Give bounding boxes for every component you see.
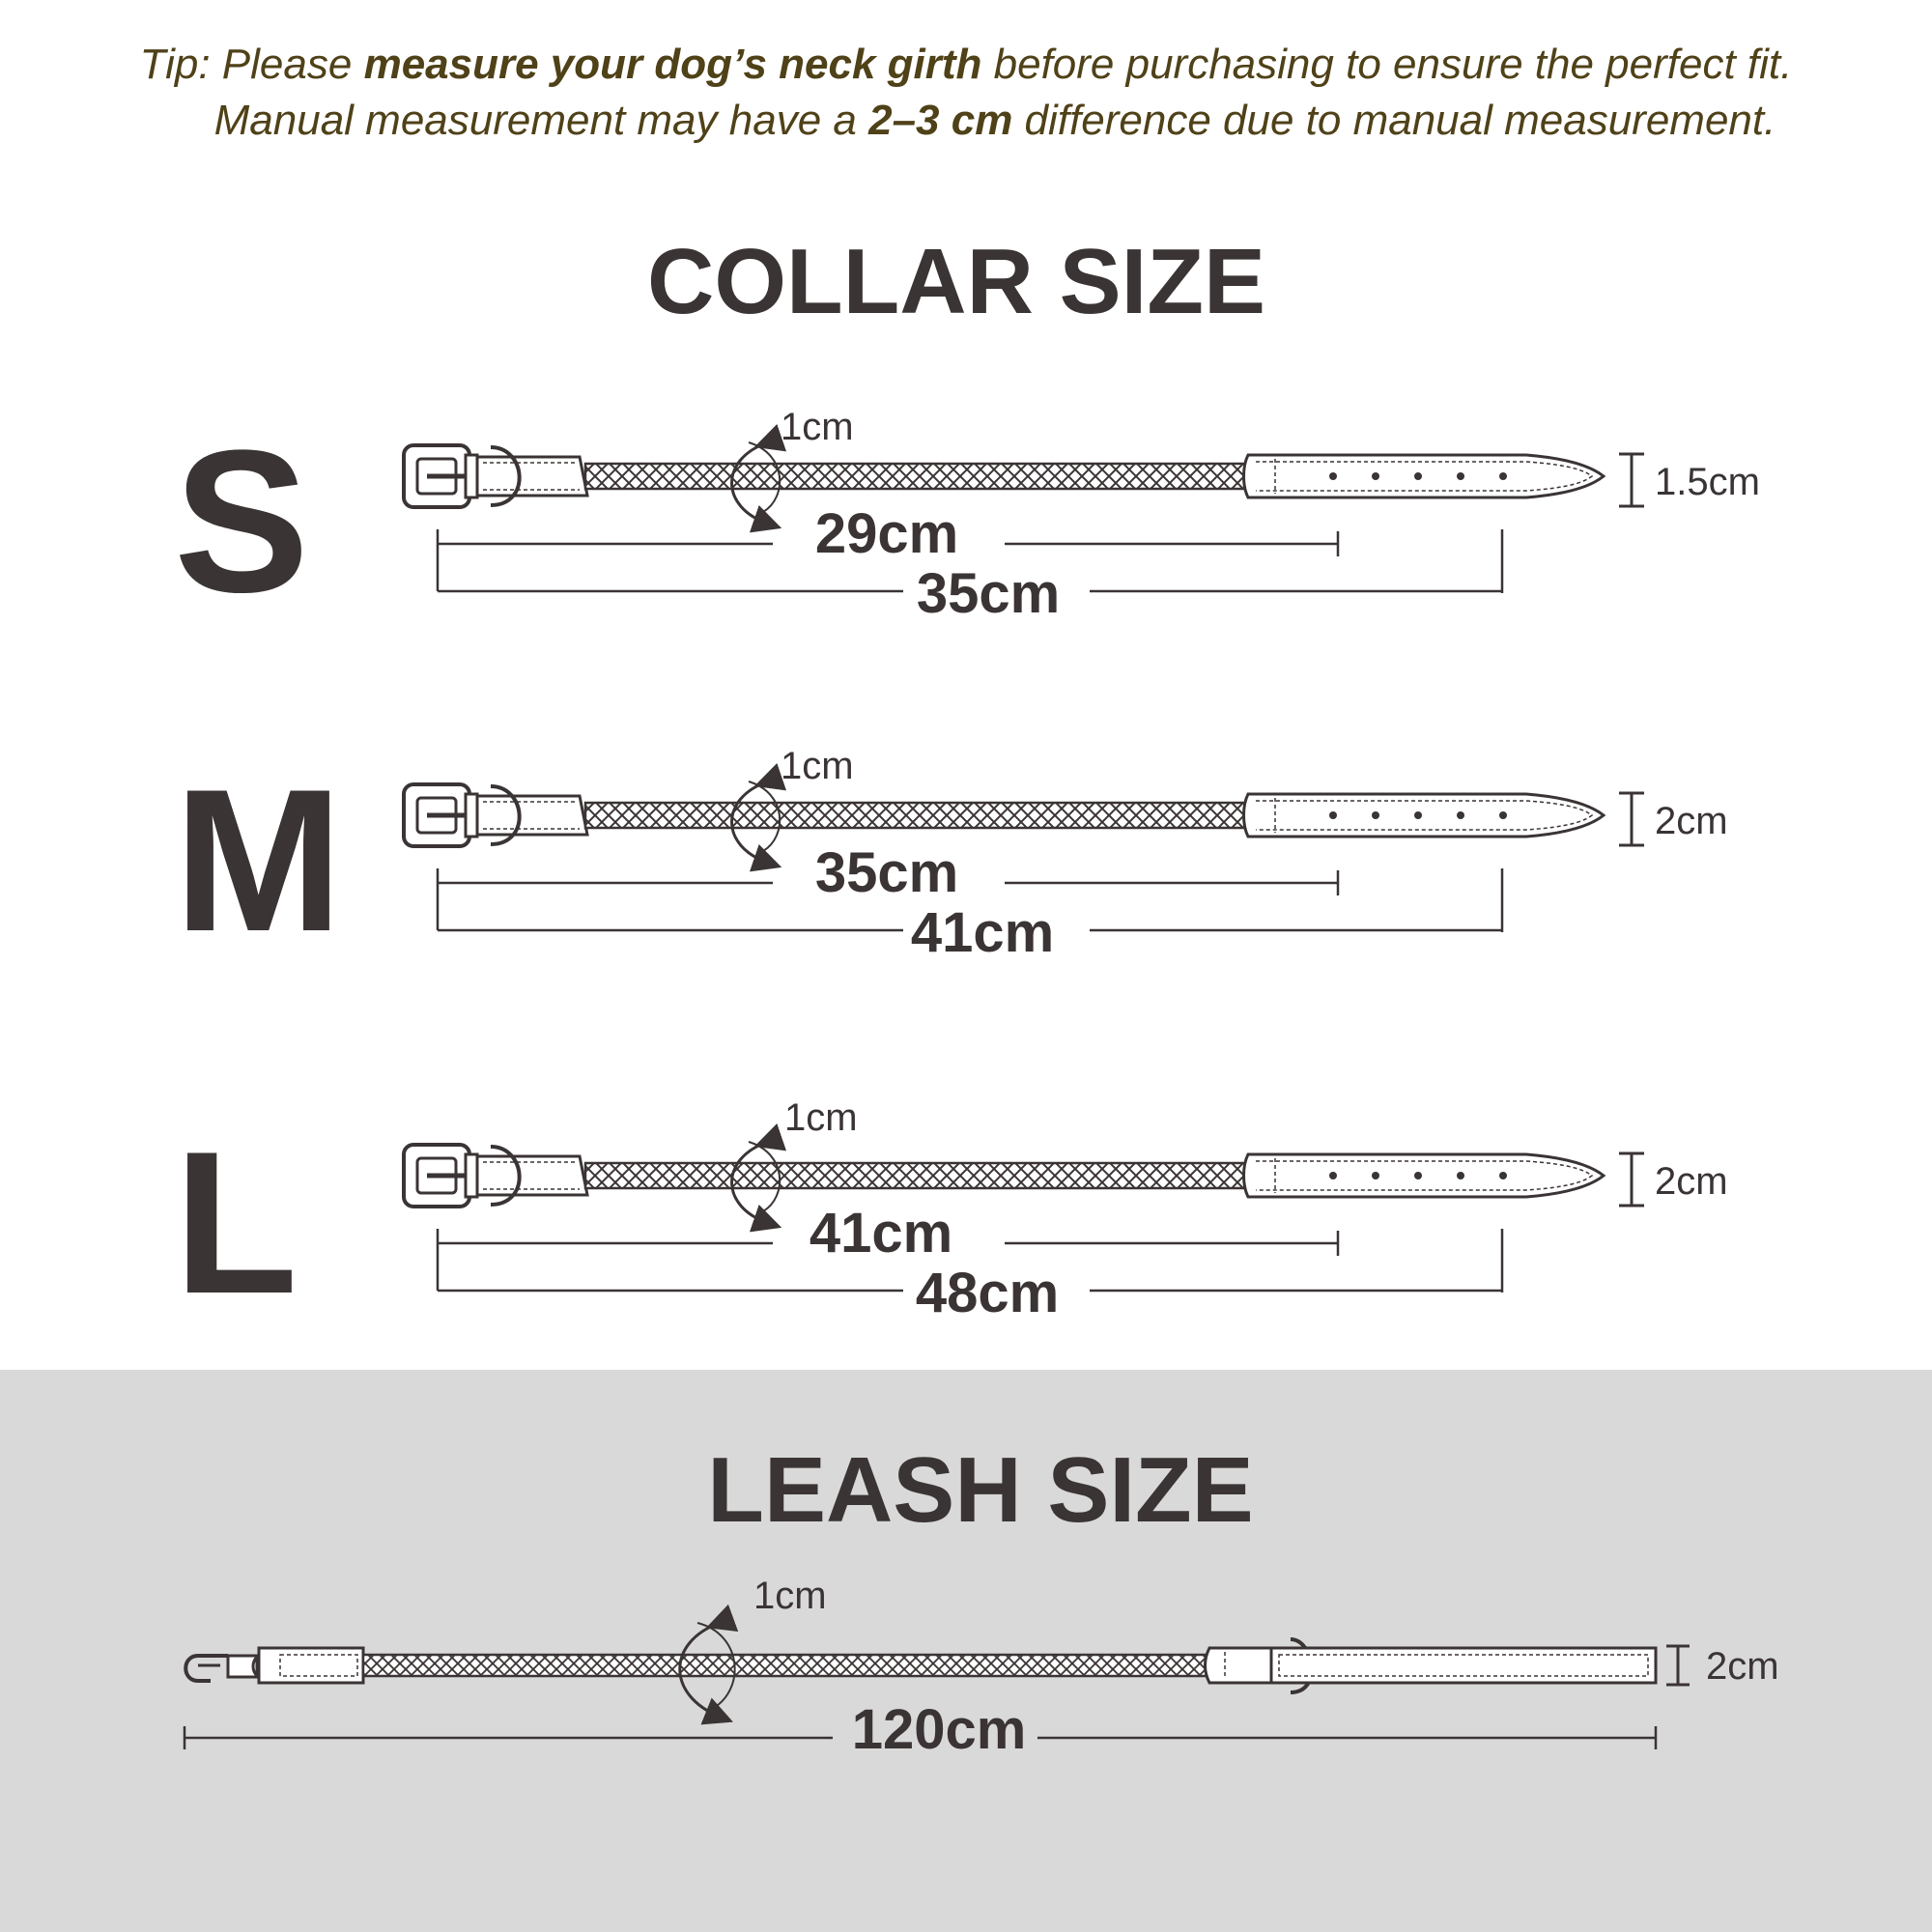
min-length-label: 35cm xyxy=(814,841,959,904)
leash-illustration xyxy=(185,1639,1656,1692)
collar-size-l xyxy=(174,1096,1728,1336)
thickness-label: 1cm xyxy=(781,745,854,787)
max-length-label: 48cm xyxy=(915,1262,1060,1324)
width-label: 2cm xyxy=(1655,800,1728,842)
tip-line-1: Tip: Please measure your dog’s neck girth before purchasing to ensure the perfect fit. xyxy=(139,41,1793,88)
leash-thickness-label: 1cm xyxy=(753,1575,827,1617)
min-length-label: 29cm xyxy=(814,502,959,565)
leash-width-label: 2cm xyxy=(1706,1645,1779,1688)
width-indicator xyxy=(1619,793,1644,845)
tip-line-2: Manual measurement may have a 2–3 cm difference due to manual measurement. xyxy=(213,97,1776,144)
leash-width-indicator xyxy=(1666,1646,1690,1685)
collar-size-m xyxy=(174,745,1728,974)
max-length-label: 41cm xyxy=(910,901,1055,964)
collar-heading: COLLAR SIZE xyxy=(647,230,1265,333)
collar-size-s xyxy=(174,406,1760,635)
width-label: 2cm xyxy=(1655,1160,1728,1203)
width-label: 1.5cm xyxy=(1655,461,1760,503)
size-letter-s: S xyxy=(174,408,310,635)
collar-illustration xyxy=(404,784,1604,846)
collar-illustration xyxy=(404,445,1604,507)
max-length-label: 35cm xyxy=(916,562,1061,625)
width-indicator xyxy=(1619,1153,1644,1206)
collar-illustration xyxy=(404,1145,1604,1207)
min-length-label: 41cm xyxy=(809,1202,953,1264)
thickness-label: 1cm xyxy=(781,406,854,448)
thickness-label: 1cm xyxy=(784,1096,858,1139)
width-indicator xyxy=(1619,454,1644,506)
leash-heading: LEASH SIZE xyxy=(707,1438,1254,1542)
leash-length-label: 120cm xyxy=(851,1698,1027,1761)
size-letter-m: M xyxy=(174,747,343,974)
size-letter-l: L xyxy=(174,1109,298,1336)
